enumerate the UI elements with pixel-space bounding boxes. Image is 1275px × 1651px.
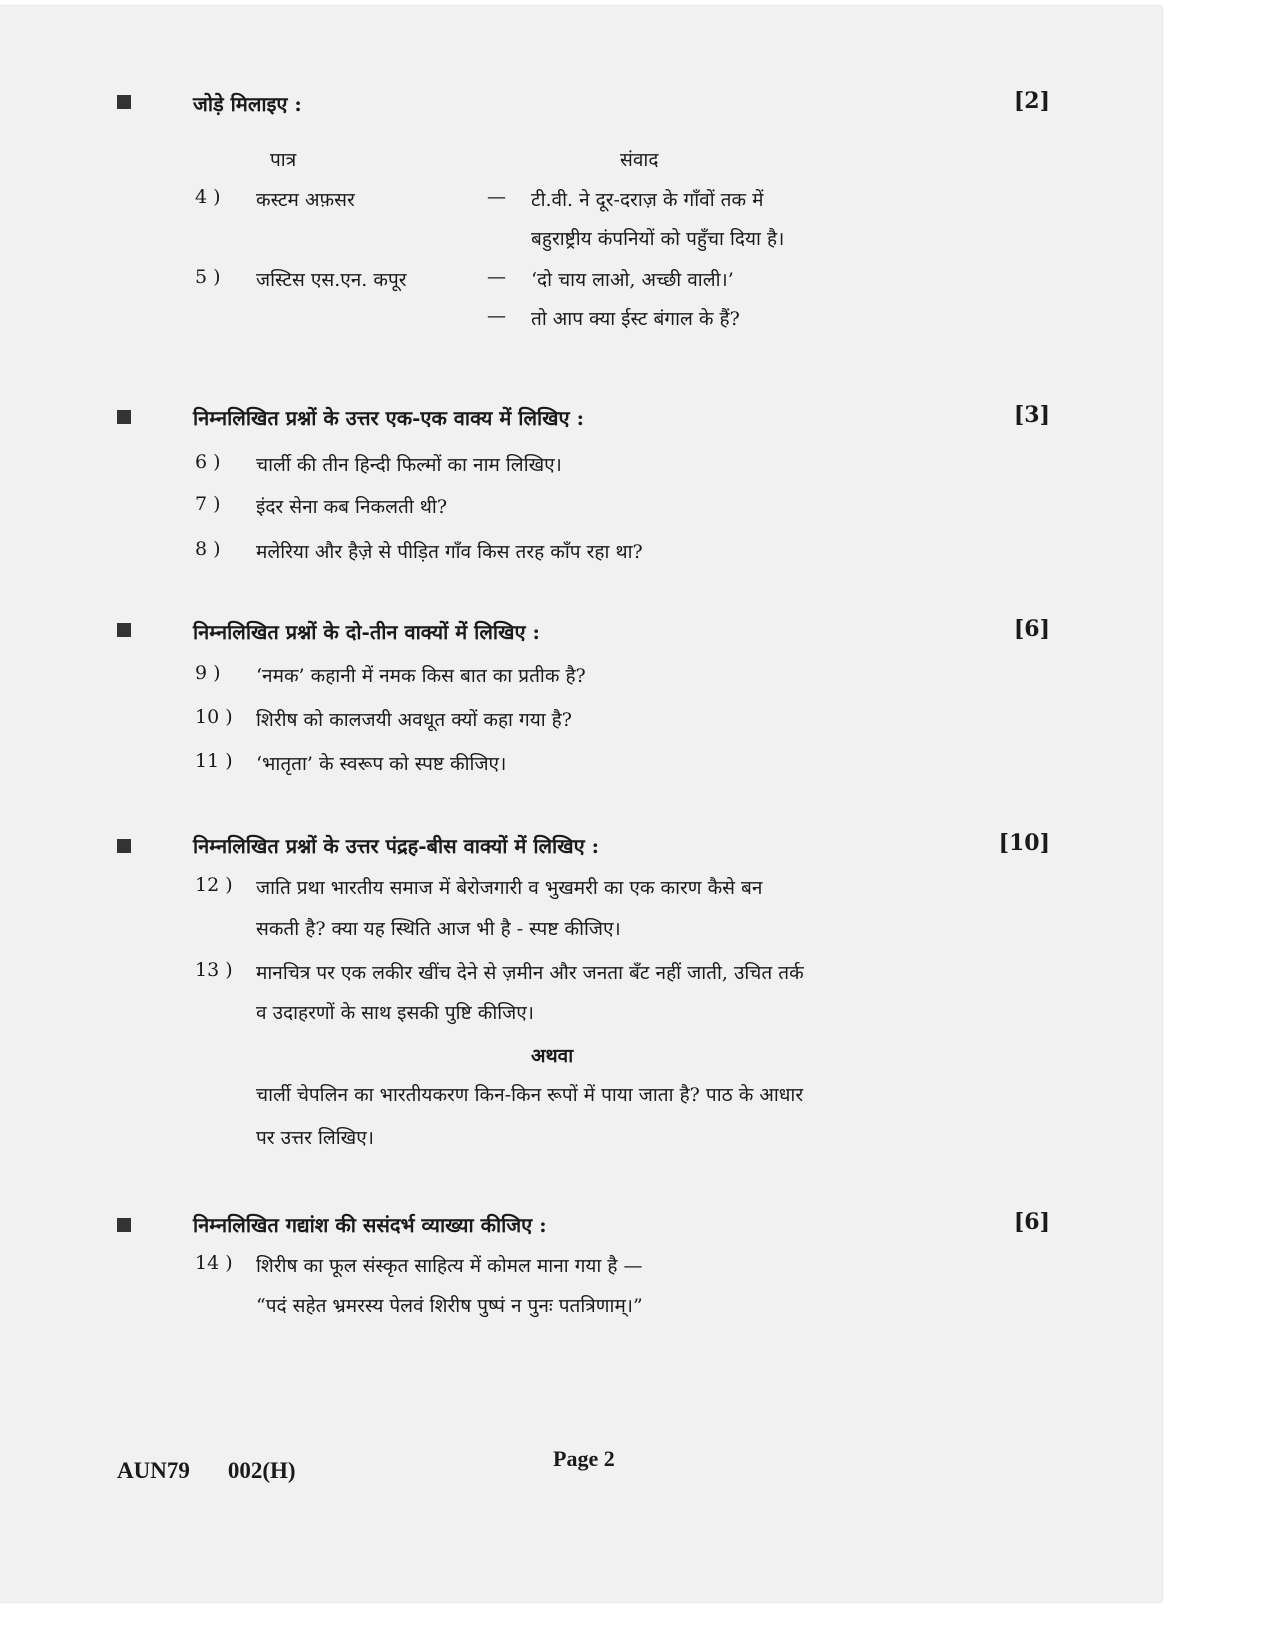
section-marks: [10] <box>998 830 1050 856</box>
question-number: 9 ) <box>195 662 221 684</box>
section-bullet <box>117 410 131 424</box>
question-number: 11 ) <box>195 750 233 772</box>
question-text: ‘भातृता’ के स्वरूप को स्पष्ट कीजिए। <box>256 753 507 775</box>
section-marks: [6] <box>1013 616 1050 642</box>
section-title: निम्नलिखित प्रश्नों के दो-तीन वाक्यों में लिखिए : <box>193 620 540 644</box>
question-text: जाति प्रथा भारतीय समाज में बेरोजगारी व भुखमरी का एक कारण कैसे बन <box>256 877 763 899</box>
section-bullet <box>117 623 131 637</box>
question-text: सकती है? क्या यह स्थिति आज भी है - स्पष्ट कीजिए। <box>256 918 621 940</box>
match-right-header: संवाद <box>620 149 659 171</box>
question-number: 7 ) <box>195 493 221 515</box>
subject-code: 002(H) <box>227 1458 296 1483</box>
question-number: 14 ) <box>195 1252 233 1274</box>
question-text: चार्ली की तीन हिन्दी फिल्मों का नाम लिखिए। <box>256 454 562 476</box>
match-dash: — <box>487 305 506 327</box>
match-dash: — <box>487 186 506 208</box>
section-title: निम्नलिखित प्रश्नों के उत्तर पंद्रह-बीस वाक्यों में लिखिए : <box>193 834 600 858</box>
question-number: 10 ) <box>195 706 233 728</box>
question-text: पर उत्तर लिखिए। <box>256 1127 374 1149</box>
section-title: जोड़े मिलाइए : <box>193 92 302 116</box>
match-left-item: जस्टिस एस.एन. कपूर <box>256 269 407 291</box>
exam-page <box>0 6 1162 1602</box>
section-marks: [6] <box>1013 1209 1050 1235</box>
question-number: 4 ) <box>195 186 221 208</box>
question-text: मानचित्र पर एक लकीर खींच देने से ज़मीन और जनता बँट नहीं जाती, उचित तर्क <box>256 962 804 984</box>
match-left-header: पात्र <box>270 149 297 171</box>
question-number: 13 ) <box>195 959 233 981</box>
section-bullet <box>117 95 131 109</box>
question-text: ‘नमक’ कहानी में नमक किस बात का प्रतीक है? <box>256 665 586 687</box>
question-number: 12 ) <box>195 874 233 896</box>
question-text: “पदं सहेत भ्रमरस्य पेलवं शिरीष पुष्पं न पुनः पतत्रिणाम्।” <box>256 1295 643 1317</box>
section-marks: [3] <box>1013 402 1050 428</box>
question-text: शिरीष का फूल संस्कृत साहित्य में कोमल माना गया है — <box>256 1255 643 1277</box>
match-right-item: ‘दो चाय लाओ, अच्छी वाली।’ <box>531 269 734 291</box>
section-title: निम्नलिखित गद्यांश की ससंदर्भ व्याख्या कीजिए : <box>193 1213 547 1237</box>
match-left-item: कस्टम अफ़सर <box>256 189 355 211</box>
question-text: शिरीष को कालजयी अवधूत क्यों कहा गया है? <box>256 709 572 731</box>
match-right-item: तो आप क्या ईस्ट बंगाल के हैं? <box>531 308 740 330</box>
question-text: मलेरिया और हैज़े से पीड़ित गाँव किस तरह काँप रहा था? <box>256 541 643 563</box>
question-number: 6 ) <box>195 451 221 473</box>
match-dash: — <box>487 266 506 288</box>
section-title: निम्नलिखित प्रश्नों के उत्तर एक-एक वाक्य में लिखिए : <box>193 406 584 430</box>
section-marks: [2] <box>1013 88 1050 114</box>
page-number: Page 2 <box>553 1446 615 1471</box>
question-text: चार्ली चेपलिन का भारतीयकरण किन-किन रूपों में पाया जाता है? पाठ के आधार <box>256 1084 804 1106</box>
question-text: व उदाहरणों के साथ इसकी पुष्टि कीजिए। <box>256 1002 534 1024</box>
section-bullet <box>117 1218 131 1232</box>
question-number: 5 ) <box>195 266 221 288</box>
match-right-item: टी.वी. ने दूर-दराज़ के गाँवों तक में <box>531 189 764 211</box>
or-label: अथवा <box>531 1045 574 1067</box>
footer-codes <box>117 1458 334 1484</box>
match-right-item: बहुराष्ट्रीय कंपनियों को पहुँचा दिया है। <box>531 228 785 250</box>
question-number: 8 ) <box>195 538 221 560</box>
section-bullet <box>117 839 131 853</box>
paper-code: AUN79 <box>117 1458 190 1483</box>
question-text: इंदर सेना कब निकलती थी? <box>256 496 448 518</box>
